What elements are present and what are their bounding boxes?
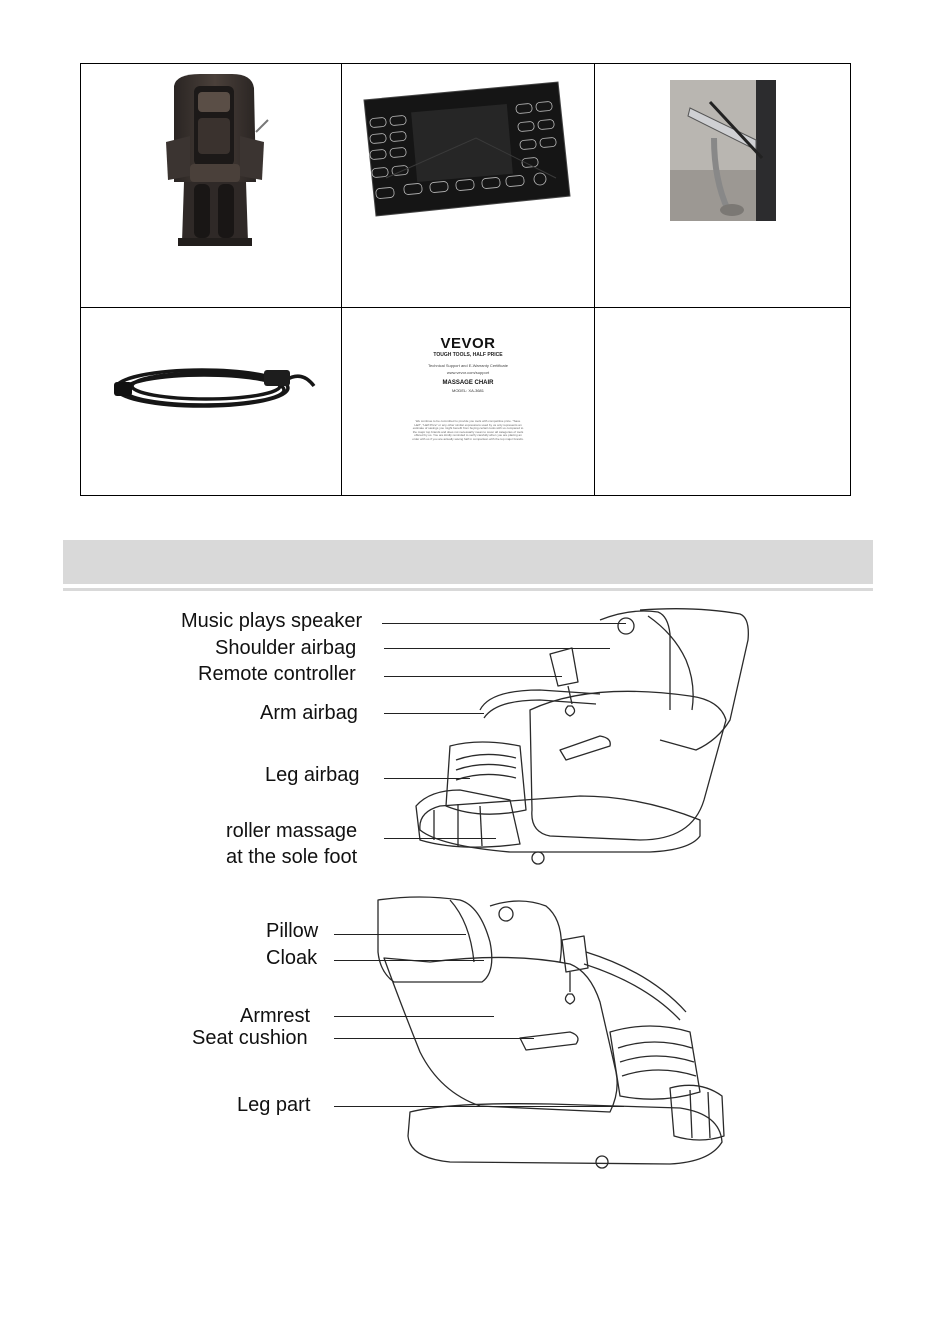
leader-line xyxy=(334,934,466,935)
fine-print: We continue to be committed to provide you tools with competitive price. "Save Half", "Half Price" or any other similar expressions used by us only represents an estimate of savings you might benefit from buying certain tools with us compared to the major top brands and does not necessarily mean to cover all categories of tools offered by us. You are kindly reminded to verify carefully when you are placing an order with us if you are actually saving half in comparison with the top major brands. xyxy=(412,419,524,441)
leader-line xyxy=(334,1038,534,1039)
leader-line xyxy=(384,778,470,779)
label-armrest: Armrest xyxy=(240,1005,310,1027)
table-divider xyxy=(594,64,595,495)
remote-holder-photo xyxy=(670,80,776,221)
label-sole-foot: at the sole foot xyxy=(226,846,358,868)
massage-chair-photo xyxy=(160,72,270,248)
leader-line xyxy=(384,713,484,714)
label-music-speaker: Music plays speaker xyxy=(181,610,363,632)
label-shoulder-airbag: Shoulder airbag xyxy=(215,637,357,659)
model-number: MODEL: XA-3681 xyxy=(451,388,484,393)
brand-logo: VEVOR xyxy=(440,335,496,352)
label-seat-cushion: Seat cushion xyxy=(192,1027,308,1049)
power-cord-photo xyxy=(106,360,318,418)
label-pillow: Pillow xyxy=(266,920,319,942)
label-leg-part: Leg part xyxy=(237,1094,311,1116)
label-remote-controller: Remote controller xyxy=(198,663,356,685)
label-arm-airbag: Arm airbag xyxy=(260,702,358,724)
leader-line xyxy=(384,648,610,649)
label-leg-airbag: Leg airbag xyxy=(265,764,360,786)
section-banner xyxy=(63,540,873,584)
user-manual-cover xyxy=(342,308,594,495)
leader-line xyxy=(384,838,496,839)
remote-controller-photo xyxy=(356,78,578,220)
label-cloak: Cloak xyxy=(266,947,318,969)
label-roller-massage: roller massage xyxy=(226,820,358,842)
leader-line xyxy=(334,1016,494,1017)
brand-tagline: TOUGH TOOLS, HALF PRICE xyxy=(433,352,503,358)
leader-line xyxy=(334,1106,624,1107)
section-rule xyxy=(63,588,873,591)
support-url: www.vevor.com/support xyxy=(446,370,490,375)
chair-diagram-front xyxy=(400,600,760,868)
leader-line xyxy=(384,676,562,677)
product-name: MASSAGE CHAIR xyxy=(442,380,494,386)
leader-line xyxy=(334,960,484,961)
support-line: Technical Support and E-Warranty Certificate xyxy=(428,363,508,368)
leader-line xyxy=(382,623,626,624)
